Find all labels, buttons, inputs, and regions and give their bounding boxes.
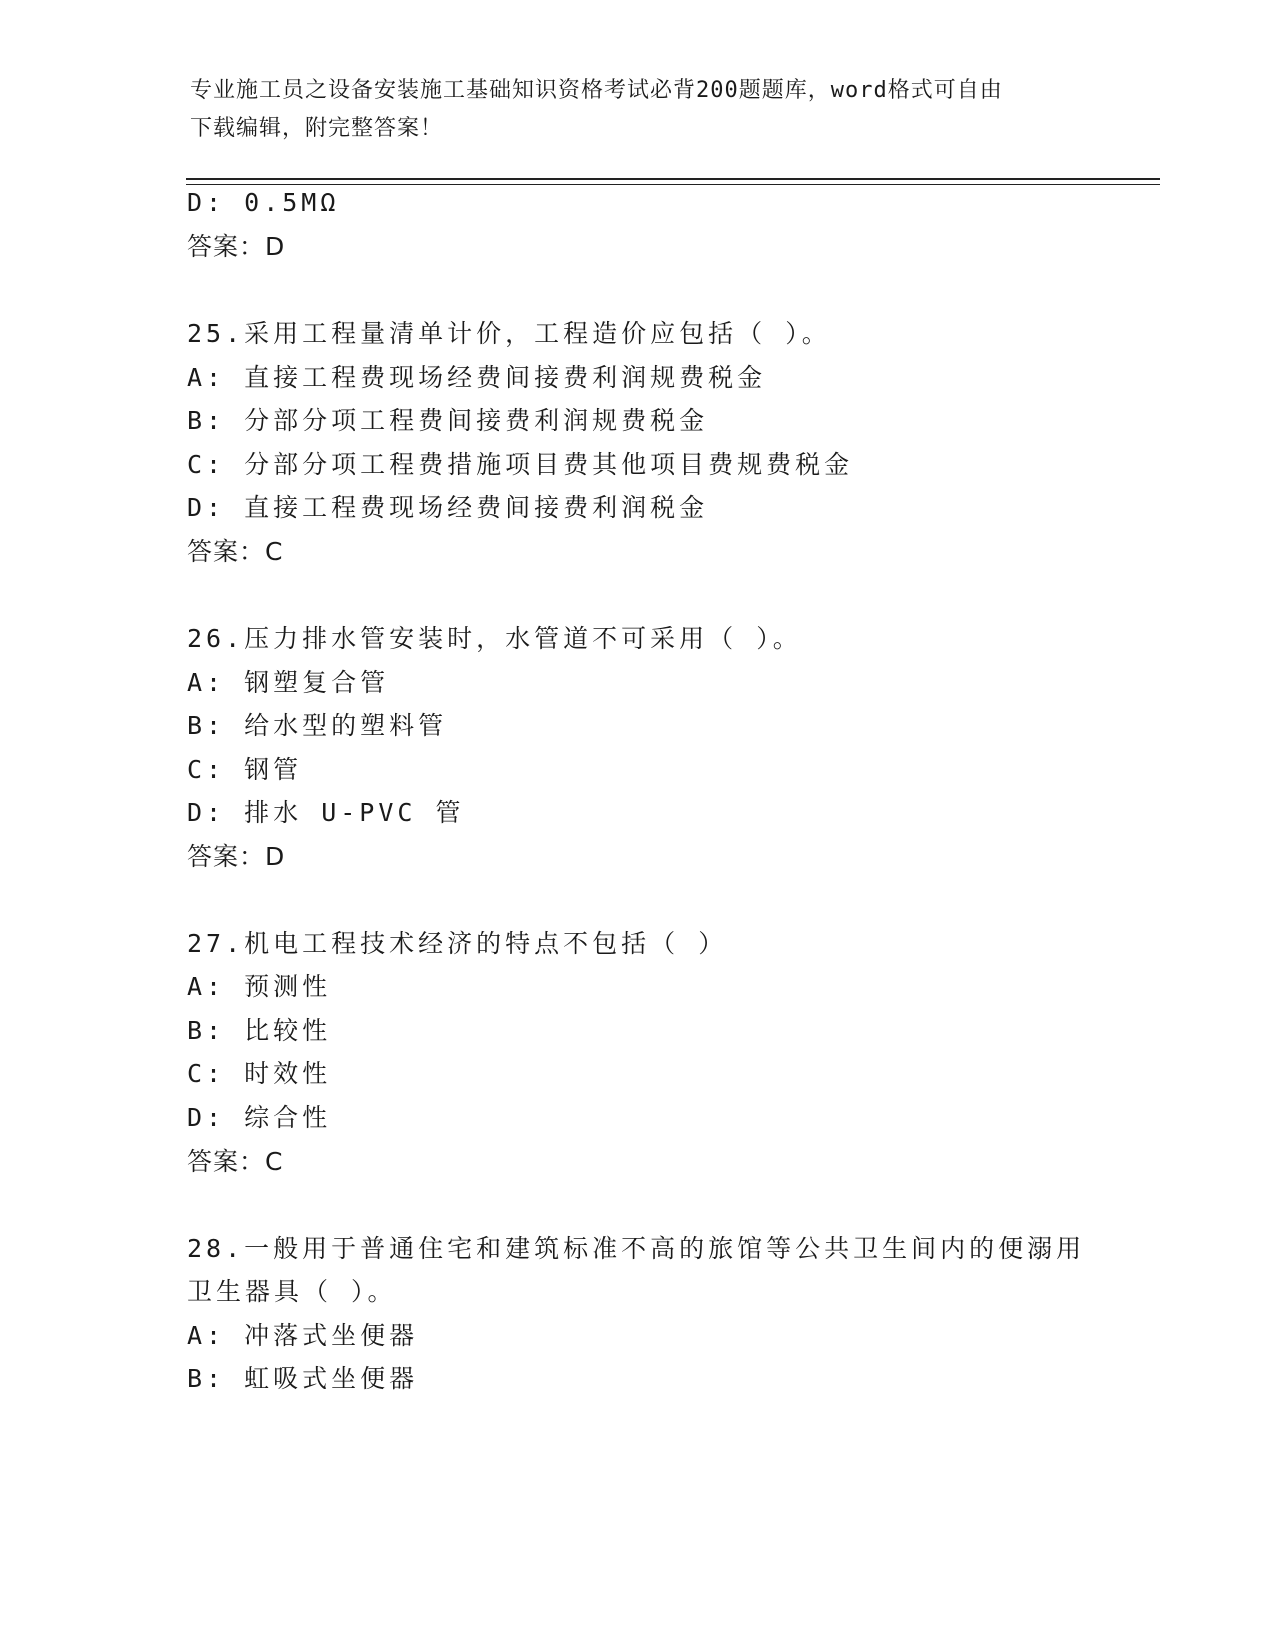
question-28-option-b: B: 虹吸式坐便器: [187, 1364, 419, 1393]
question-27-option-c: C: 时效性: [187, 1059, 332, 1088]
question-26-option-b: B: 给水型的塑料管: [187, 711, 448, 740]
question-25-option-d: D: 直接工程费现场经费间接费利润税金: [187, 493, 709, 522]
question-27-answer: 答案：C: [187, 1147, 284, 1176]
header-line-1: 专业施工员之设备安装施工基础知识资格考试必背200题题库，word格式可自由: [190, 78, 1003, 103]
question-26-answer: 答案：D: [187, 842, 286, 871]
question-25-answer: 答案：C: [187, 537, 284, 566]
question-28-stem-line-1: 28.一般用于普通住宅和建筑标准不高的旅馆等公共卫生间内的便溺用: [187, 1234, 1086, 1263]
question-26-option-a: A: 钢塑复合管: [187, 668, 390, 697]
header-divider-thick: [186, 178, 1160, 180]
question-26-option-d: D: 排水 U-PVC 管: [187, 798, 465, 827]
question-26-option-c: C: 钢管: [187, 755, 303, 784]
question-27-option-b: B: 比较性: [187, 1016, 332, 1045]
question-27-option-a: A: 预测性: [187, 972, 332, 1001]
question-25-option-b: B: 分部分项工程费间接费利润规费税金: [187, 406, 709, 435]
question-28-option-a: A: 冲落式坐便器: [187, 1321, 419, 1350]
question-25-option-c: C: 分部分项工程费措施项目费其他项目费规费税金: [187, 450, 854, 479]
question-25-option-a: A: 直接工程费现场经费间接费利润规费税金: [187, 363, 767, 392]
header-line-2: 下载编辑，附完整答案！: [190, 116, 444, 141]
document-header: [190, 72, 1090, 148]
question-28-stem-line-2: 卫生器具（ ）。: [187, 1277, 397, 1306]
question-27-stem: 27.机电工程技术经济的特点不包括（ ）: [187, 929, 728, 958]
question-26-stem: 26.压力排水管安装时，水管道不可采用（ ）。: [187, 624, 802, 653]
prev-option-d: D: 0.5MΩ: [187, 188, 340, 217]
prev-answer: 答案：D: [187, 232, 286, 261]
question-27-option-d: D: 综合性: [187, 1103, 332, 1132]
header-divider-thin: [186, 184, 1160, 185]
question-25-stem: 25.采用工程量清单计价，工程造价应包括（ ）。: [187, 319, 831, 348]
